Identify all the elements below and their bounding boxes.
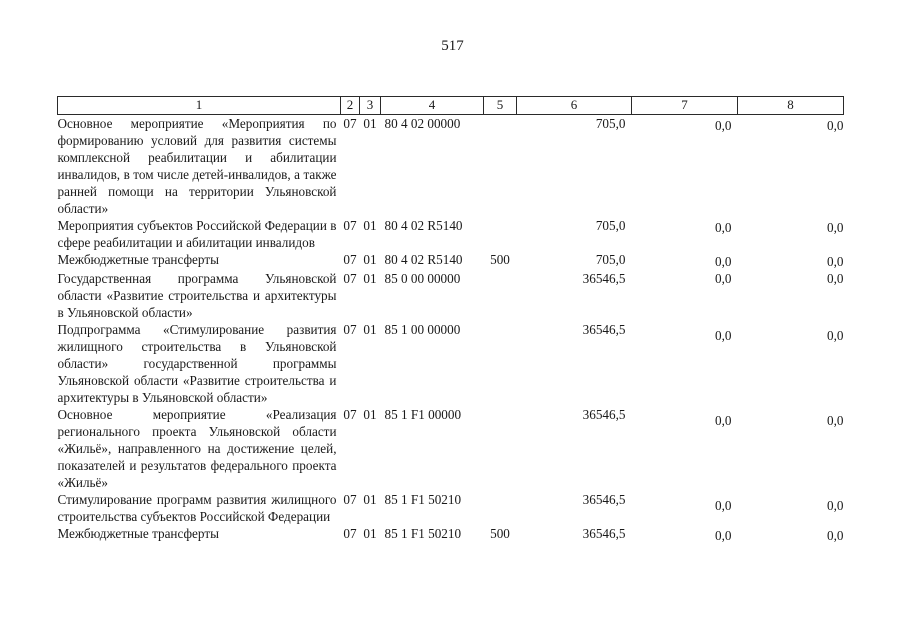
header-col-5: 5 (484, 97, 517, 115)
row-expense-type (484, 217, 517, 251)
row-value-7: 0,0 (715, 498, 732, 513)
row-target-code: 80 4 02 R5140 (384, 218, 463, 233)
row-value-8: 0,0 (827, 271, 844, 286)
row-value-8: 0,0 (827, 254, 844, 269)
row-description: Основное мероприятие «Мероприятия по формированию условий для развития системы комплексной реабилитации и абилитации инвалидов, в том числе детей-инвалидов, а также ранней помощи на территории Ульяновской области» (57, 116, 337, 216)
table-row (58, 491, 844, 525)
row-description: Межбюджетные трансферты (57, 252, 219, 267)
row-subsection: 01 (363, 492, 377, 507)
header-col-1: 1 (58, 97, 341, 115)
row-subsection: 01 (363, 322, 377, 337)
row-expense-type: 500 (490, 526, 510, 541)
header-col-6: 6 (517, 97, 632, 115)
header-row (58, 97, 844, 115)
row-expense-type: 500 (490, 252, 510, 267)
row-value-8: 0,0 (827, 498, 844, 513)
row-section: 07 (343, 218, 357, 233)
row-value-6: 36546,5 (582, 526, 626, 541)
row-expense-type (484, 115, 517, 218)
row-section: 07 (343, 322, 357, 337)
row-description: Межбюджетные трансферты (57, 526, 219, 541)
row-subsection: 01 (363, 407, 377, 422)
table-row (58, 406, 844, 491)
table-row (58, 115, 844, 218)
table-row (58, 525, 844, 544)
row-section: 07 (343, 252, 357, 267)
row-target-code: 85 1 F1 50210 (384, 526, 462, 541)
row-target-code: 80 4 02 00000 (384, 116, 461, 131)
row-section: 07 (343, 116, 357, 131)
row-description: Основное мероприятие «Реализация регионального проекта Ульяновской области «Жильё», направленного на достижение целей, показателей и результатов федерального проекта «Жильё» (57, 407, 337, 490)
row-description: Стимулирование программ развития жилищного строительства субъектов Российской Федерации (57, 492, 337, 524)
row-value-6: 36546,5 (582, 492, 626, 507)
row-section: 07 (343, 492, 357, 507)
row-value-6: 705,0 (595, 116, 626, 131)
row-value-7: 0,0 (715, 528, 732, 543)
row-target-code: 85 1 F1 50210 (384, 492, 462, 507)
row-target-code: 80 4 02 R5140 (384, 252, 463, 267)
row-expense-type (484, 270, 517, 321)
row-description: Мероприятия субъектов Российской Федерации в сфере реабилитации и абилитации инвалидов (57, 218, 337, 250)
row-value-8: 0,0 (827, 118, 844, 133)
page-number: 517 (441, 38, 464, 54)
table-row (58, 270, 844, 321)
row-value-6: 705,0 (595, 218, 626, 233)
row-section: 07 (343, 271, 357, 286)
row-target-code: 85 1 F1 00000 (384, 407, 462, 422)
row-value-8: 0,0 (827, 220, 844, 235)
row-value-7: 0,0 (715, 413, 732, 428)
row-value-6: 36546,5 (582, 407, 626, 422)
table-row (58, 251, 844, 270)
row-subsection: 01 (363, 252, 377, 267)
row-value-8: 0,0 (827, 413, 844, 428)
budget-table (57, 96, 844, 544)
row-value-7: 0,0 (715, 118, 732, 133)
row-target-code: 85 0 00 00000 (384, 271, 461, 286)
row-value-7: 0,0 (715, 220, 732, 235)
row-expense-type (484, 321, 517, 406)
row-value-6: 705,0 (595, 252, 626, 267)
row-description: Государственная программа Ульяновской области «Развитие строительства и архитектуры в Ульяновской области» (57, 271, 337, 320)
row-value-7: 0,0 (715, 328, 732, 343)
header-col-3: 3 (360, 97, 381, 115)
row-description: Подпрограмма «Стимулирование развития жилищного строительства в Ульяновской области» государственной программы Ульяновской области «Развитие строительства и архитектуры в Ульяновской области» (57, 322, 337, 405)
row-target-code: 85 1 00 00000 (384, 322, 461, 337)
header-col-8: 8 (738, 97, 844, 115)
header-col-7: 7 (632, 97, 738, 115)
row-value-6: 36546,5 (582, 322, 626, 337)
row-value-8: 0,0 (827, 528, 844, 543)
row-expense-type (484, 406, 517, 491)
row-value-6: 36546,5 (582, 271, 626, 286)
row-value-7: 0,0 (715, 254, 732, 269)
row-subsection: 01 (363, 218, 377, 233)
row-subsection: 01 (363, 271, 377, 286)
row-expense-type (484, 491, 517, 525)
row-value-8: 0,0 (827, 328, 844, 343)
row-section: 07 (343, 526, 357, 541)
row-value-7: 0,0 (715, 271, 732, 286)
header-col-2: 2 (341, 97, 360, 115)
table-row (58, 321, 844, 406)
row-subsection: 01 (363, 116, 377, 131)
table-row (58, 217, 844, 251)
row-section: 07 (343, 407, 357, 422)
row-subsection: 01 (363, 526, 377, 541)
header-col-4: 4 (381, 97, 484, 115)
